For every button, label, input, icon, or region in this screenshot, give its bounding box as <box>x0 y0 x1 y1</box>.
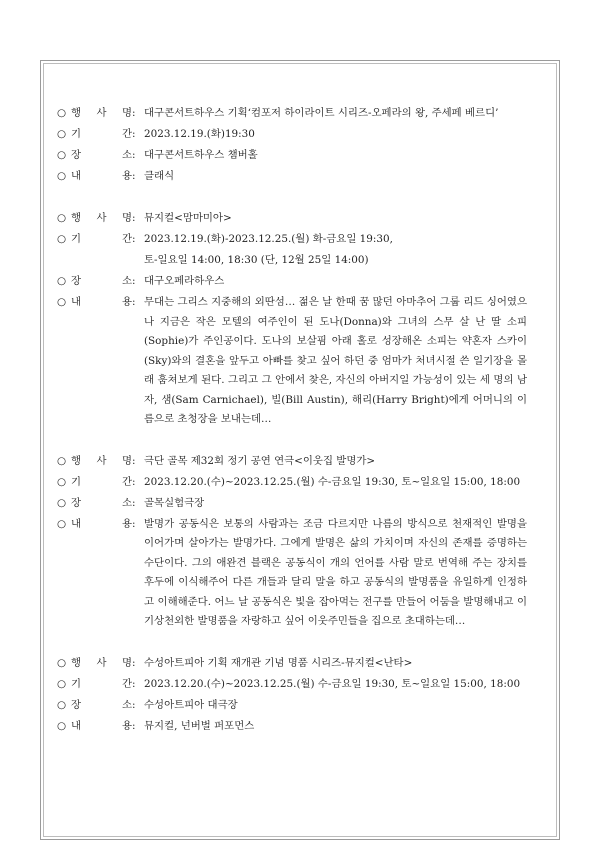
event-name-row: ○ 행 사 명 : 극단 골목 제32회 정기 공연 연극<이웃집 발명가> <box>57 451 527 472</box>
circle-bullet-icon: ○ <box>57 656 67 669</box>
label-period: 기 간 <box>71 233 132 245</box>
label-place: 장 소 <box>71 496 132 509</box>
event-content-row: ○ 내 용 : 클래식 <box>57 166 527 187</box>
circle-bullet-icon: ○ <box>57 128 67 140</box>
label-content: 내 용 <box>71 517 132 530</box>
event-place: 수성아트피아 대극장 <box>144 698 238 711</box>
event-content-row: ○ 내 용 : 발명가 공동식은 보통의 사람과는 조금 다르지만 나름의 방식으로 천재적인 발명을 이어가며 살아가는 발명가다. 그에게 발명은 삶의 가치이며 자신의 존재를 증명하는 수단이다. 그의 애완견 블랙은 공동식이 개의 언어를 사람 말로 번역해 주는 장치를 후두에 이식해주어 다른 개들과 달리 말을 하고 공동식의 발명품을 유일하게 인정하고 이해해준다. 어느 날 공동식은 빛을 잡아먹는 전구를 만들어 어둠을 발명해내고 이 기상천외한 발명품을 자랑하고 싶어 이웃주민들을 집으로 초대하는데… <box>57 514 527 632</box>
event-period-row: ○ 기 간 : 2023.12.20.(수)~2023.12.25.(월) 수-금요일 19:30, 토~일요일 15:00, 18:00 <box>57 674 527 695</box>
event-period-row: ○ 기 간 : 2023.12.19.(화)19:30 <box>57 124 527 145</box>
label-content: 내 용 <box>71 719 132 732</box>
event-name: 수성아트피아 기획 재개관 기념 명품 시리즈-뮤지컬<난타> <box>144 656 413 669</box>
event-content-row: ○ 내 용 : 무대는 그리스 지중해의 외딴섬… 젊은 날 한때 꿈 많던 아마추어 그룹 리드 싱어였으나 지금은 작은 모텔의 여주인이 된 도나(Donna)와 그녀의 스무 살 난 딸 소피(Sophie)가 주인공이다. 도나의 보살핌 아래 홀로 성장해온 소피는 약혼자 스카이(Sky)와의 결혼을 앞두고 아빠를 찾고 싶어 하던 중 엄마가 처녀시절 쓴 일기장을 몰래 훔쳐보게 된다. 그리고 그 안에서 찾은, 자신의 아버지일 가능성이 있는 세 명의 남자, 샘(Sam Carnichael), 빌(Bill Austin), 해리(Harry Bright)에게 어머니의 이름으로 초청장을 보내는데… <box>57 292 527 430</box>
circle-bullet-icon: ○ <box>57 677 67 690</box>
event-place: 골목실험극장 <box>144 496 205 509</box>
event-content: 무대는 그리스 지중해의 외딴섬… 젊은 날 한때 꿈 많던 아마추어 그룹 리드 싱어였으나 지금은 작은 모텔의 여주인이 된 도나(Donna)와 그녀의 스무 살 난 딸 소피(Sophie)가 주인공이다. 도나의 보살핌 아래 홀로 성장해온 소피는 약혼자 스카이(Sky)와의 결혼을 앞두고 아빠를 찾고 싶어 하던 중 엄마가 처녀시절 쓴 일기장을 몰래 훔쳐보게 된다. 그리고 그 안에서 찾은, 자신의 아버지일 가능성이 있는 세 명의 남자, 샘(Sam Carnichael), 빌(Bill Austin), 해리(Harry Bright)에게 어머니의 이름으로 초청장을 보내는데… <box>144 296 527 425</box>
circle-bullet-icon: ○ <box>57 233 67 245</box>
event-name-row: ○ 행 사 명 : 수성아트피아 기획 재개관 기념 명품 시리즈-뮤지컬<난타> <box>57 653 527 674</box>
circle-bullet-icon: ○ <box>57 475 67 488</box>
label-name: 행 사 명 <box>71 212 132 224</box>
event-item <box>57 451 527 632</box>
label-period: 기 간 <box>71 128 132 140</box>
label-content: 내 용 <box>71 296 132 308</box>
circle-bullet-icon: ○ <box>57 496 67 509</box>
event-place-row: ○ 장 소 : 대구오페라하우스 <box>57 271 527 292</box>
label-place: 장 소 <box>71 149 132 161</box>
event-place-row: ○ 장 소 : 대구콘서트하우스 챔버홀 <box>57 145 527 166</box>
event-name: 극단 골목 제32회 정기 공연 연극<이웃집 발명가> <box>144 454 376 467</box>
circle-bullet-icon: ○ <box>57 719 67 732</box>
event-name-row: ○ 행 사 명 : 대구콘서트하우스 기획‘컴포저 하이라이트 시리즈-오페라의 왕, 주세페 베르디’ <box>57 103 527 124</box>
circle-bullet-icon: ○ <box>57 296 67 308</box>
label-name: 행 사 명 <box>71 454 132 467</box>
event-period: 2023.12.20.(수)~2023.12.25.(월) 수-금요일 19:30, 토~일요일 15:00, 18:00 <box>144 677 521 690</box>
circle-bullet-icon: ○ <box>57 107 67 119</box>
event-list <box>57 103 527 758</box>
circle-bullet-icon: ○ <box>57 149 67 161</box>
label-place: 장 소 <box>71 275 132 287</box>
event-place-row: ○ 장 소 : 수성아트피아 대극장 <box>57 695 527 716</box>
event-item <box>57 653 527 737</box>
circle-bullet-icon: ○ <box>57 170 67 182</box>
label-period: 기 간 <box>71 475 132 488</box>
label-name: 행 사 명 <box>71 107 132 119</box>
event-item <box>57 208 527 430</box>
label-place: 장 소 <box>71 698 132 711</box>
event-period: 2023.12.19.(화)-2023.12.25.(월) 화-금요일 19:30, <box>144 233 393 245</box>
event-place-row: ○ 장 소 : 골목실험극장 <box>57 493 527 514</box>
label-period: 기 간 <box>71 677 132 690</box>
circle-bullet-icon: ○ <box>57 517 67 530</box>
event-content: 클래식 <box>144 170 175 182</box>
circle-bullet-icon: ○ <box>57 212 67 224</box>
circle-bullet-icon: ○ <box>57 275 67 287</box>
event-place: 대구콘서트하우스 챔버홀 <box>144 149 258 161</box>
label-content: 내 용 <box>71 170 132 182</box>
event-name-row: ○ 행 사 명 : 뮤지컬<맘마미아> <box>57 208 527 229</box>
event-period-continued: 토-일요일 14:00, 18:30 (단, 12월 25일 14:00) <box>144 254 369 266</box>
event-period: 2023.12.20.(수)~2023.12.25.(월) 수-금요일 19:30, 토~일요일 15:00, 18:00 <box>144 475 521 488</box>
event-name: 대구콘서트하우스 기획‘컴포저 하이라이트 시리즈-오페라의 왕, 주세페 베르디’ <box>144 107 499 119</box>
event-content-row: ○ 내 용 : 뮤지컬, 넌버벌 퍼포먼스 <box>57 716 527 737</box>
event-name: 뮤지컬<맘마미아> <box>144 212 232 224</box>
label-name: 행 사 명 <box>71 656 132 669</box>
event-period-row: ○ 기 간 : 2023.12.20.(수)~2023.12.25.(월) 수-금요일 19:30, 토~일요일 15:00, 18:00 <box>57 472 527 493</box>
event-place: 대구오페라하우스 <box>144 275 225 287</box>
event-period-row: ○ 기 간 : 2023.12.19.(화)-2023.12.25.(월) 화-금요일 19:30, <box>57 229 527 250</box>
event-item <box>57 103 527 187</box>
event-period: 2023.12.19.(화)19:30 <box>144 128 255 140</box>
event-content: 발명가 공동식은 보통의 사람과는 조금 다르지만 나름의 방식으로 천재적인 발명을 이어가며 살아가는 발명가다. 그에게 발명은 삶의 가치이며 자신의 존재를 증명하는 수단이다. 그의 애완견 블랙은 공동식이 개의 언어를 사람 말로 번역해 주는 장치를 후두에 이식해주어 다른 개들과 달리 말을 하고 공동식의 발명품을 유일하게 인정하고 이해해준다. 어느 날 공동식은 빛을 잡아먹는 전구를 만들어 어둠을 발명해내고 이 기상천외한 발명품을 자랑하고 싶어 이웃주민들을 집으로 초대하는데… <box>144 517 527 627</box>
event-content: 뮤지컬, 넌버벌 퍼포먼스 <box>144 719 255 732</box>
circle-bullet-icon: ○ <box>57 698 67 711</box>
circle-bullet-icon: ○ <box>57 454 67 467</box>
